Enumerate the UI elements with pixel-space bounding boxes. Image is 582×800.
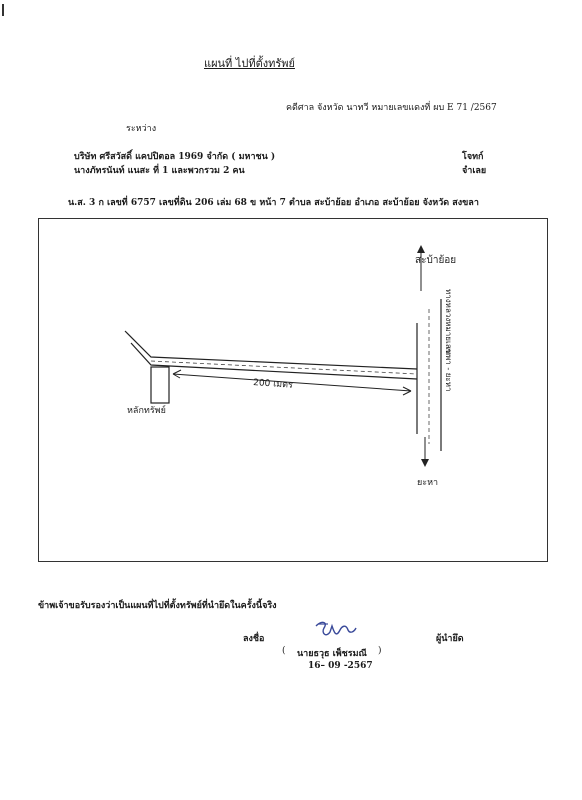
plaintiff-name: บริษัท ศรีสวัสดิ์ แคปปิตอล 1969 จำกัด ( มหาชน ) xyxy=(74,152,276,162)
north-destination-label: สะบ้าย้อย xyxy=(415,255,457,266)
between-label: ระหว่าง xyxy=(126,124,157,134)
sign-label: ลงชื่อ xyxy=(243,634,265,644)
side-road-upper-edge xyxy=(125,331,417,369)
property-label: หลักทรัพย์ xyxy=(127,406,166,416)
south-arrow-head xyxy=(421,459,429,467)
name-open-paren: ( xyxy=(282,646,286,656)
certification-statement: ข้าพเจ้าขอรับรองว่าเป็นแผนที่ไปที่ตั้งทรัพย์ที่นำยึดในครั้งนี้จริง xyxy=(38,601,277,611)
highway-label: ทางหลวงหมายเลข xyxy=(444,289,453,355)
scan-edge-mark xyxy=(2,4,4,16)
signature-date: 16– 09 -2567 xyxy=(308,661,373,671)
document-title: แผนที่ ไปที่ตั้งทรัพย์ xyxy=(204,57,295,70)
name-close-paren: ) xyxy=(378,646,382,656)
south-destination-label: ยะหา xyxy=(417,478,439,488)
map-drawing xyxy=(39,219,547,561)
north-arrow-head xyxy=(417,245,425,253)
property-plot xyxy=(151,367,169,403)
seizer-role-label: ผู้นำยึด xyxy=(436,634,464,644)
location-map xyxy=(38,218,548,562)
distance-label: 200 เมตร xyxy=(252,378,294,391)
defendant-name: นางภัทรนันท์ แนสะ ที่ 1 และพวกรวม 2 คน xyxy=(74,166,245,176)
signer-name: นายธวุธ เพ็ชรมณี xyxy=(297,649,367,659)
handwritten-signature xyxy=(312,618,360,644)
land-deed-line: น.ส. 3 ก เลขที่ 6757 เลขที่ดิน 206 เล่ม 68 ข หน้า 7 ตำบล สะบ้าย้อย อำเภอ สะบ้าย้อย จังหวัด สงขลา xyxy=(68,198,479,208)
plaintiff-role: โจทก์ xyxy=(462,152,484,162)
highway-route-label: เทพา - ยะหา xyxy=(444,347,453,392)
defendant-role: จำเลย xyxy=(462,166,487,176)
court-case-line: คดีศาล จังหวัด นาทวี หมายเลขแดงที่ ผบ E 71 /2567 xyxy=(286,103,497,113)
